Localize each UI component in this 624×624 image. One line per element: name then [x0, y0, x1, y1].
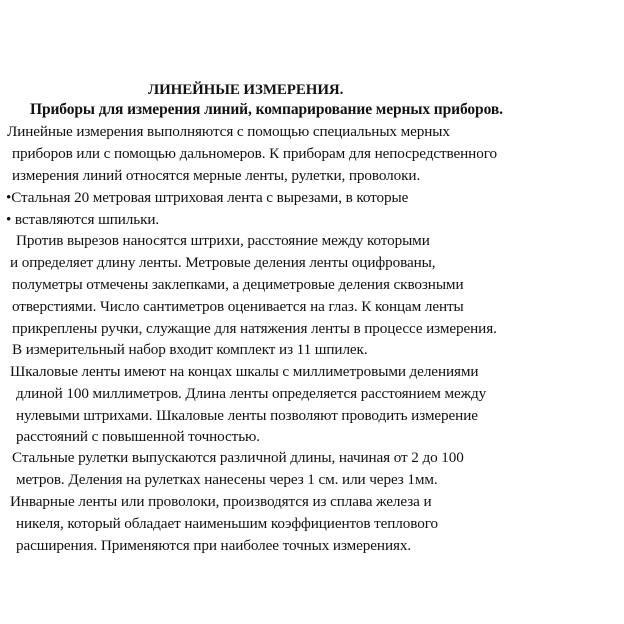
- paragraph-line: метров. Деления на рулетках нанесены через 1 см. или через 1мм.: [16, 471, 438, 488]
- paragraph-line: отверстиями. Число сантиметров оценивается на глаз. К концам ленты: [12, 298, 464, 315]
- paragraph-line: расширения. Применяются при наиболее точных измерениях.: [16, 537, 412, 554]
- bullet-line: • вставляются шпильки.: [6, 211, 160, 228]
- paragraph-line: Линейные измерения выполняются с помощью специальных мерных: [7, 123, 450, 140]
- paragraph-line: прикреплены ручки, служащие для натяжения ленты в процессе измерения.: [12, 320, 497, 337]
- paragraph-line: никеля, который обладает наименьшим коэффициентов теплового: [16, 515, 438, 532]
- paragraph-line: измерения линий относятся мерные ленты, рулетки, проволоки.: [12, 167, 421, 184]
- paragraph-line: и определяет длину ленты. Метровые деления ленты оцифрованы,: [10, 254, 436, 271]
- paragraph-line: длиной 100 миллиметров. Длина ленты определяется расстоянием между: [16, 385, 487, 402]
- paragraph-line: В измерительный набор входит комплект из 11 шпилек.: [12, 341, 368, 358]
- document-title: ЛИНЕЙНЫЕ ИЗМЕРЕНИЯ.: [148, 82, 344, 98]
- paragraph-line: полуметры отмечены заклепками, а дециметровые деления сквозными: [12, 276, 464, 293]
- paragraph-line: нулевыми штрихами. Шкаловые ленты позволяют проводить измерение: [16, 407, 478, 424]
- paragraph-line: Инварные ленты или проволоки, производятся из сплава железа и: [10, 493, 432, 510]
- paragraph-line: Шкаловые ленты имеют на концах шкалы с миллиметровыми делениями: [10, 363, 479, 380]
- paragraph-line: Стальные рулетки выпускаются различной длины, начиная от 2 до 100: [12, 449, 464, 466]
- paragraph-line: Против вырезов наносятся штрихи, расстояние между которыми: [16, 232, 430, 249]
- paragraph-line: расстояний с повышенной точностью.: [16, 428, 260, 445]
- document-subtitle: Приборы для измерения линий, компарирование мерных приборов.: [30, 101, 503, 118]
- bullet-line: •Стальная 20 метровая штриховая лента с вырезами, в которые: [6, 189, 409, 206]
- paragraph-line: приборов или с помощью дальномеров. К приборам для непосредственного: [12, 145, 497, 162]
